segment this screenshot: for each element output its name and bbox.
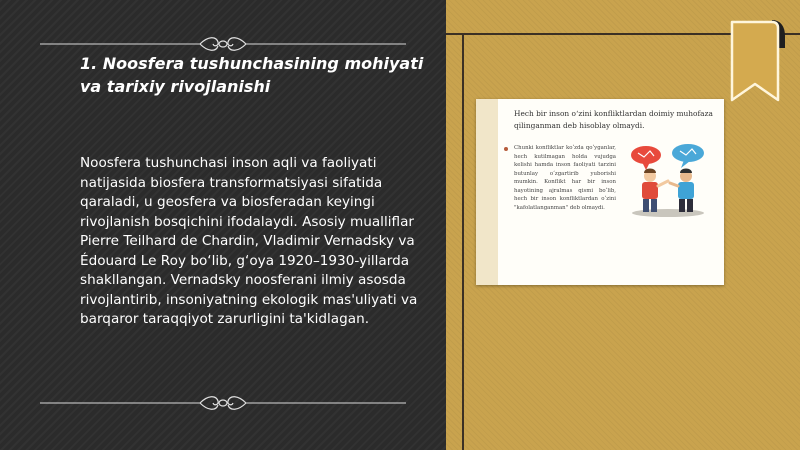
frame-left-line bbox=[462, 33, 464, 450]
card-side-stripe bbox=[476, 99, 498, 285]
bookmark-ribbon-icon bbox=[726, 18, 786, 104]
card-bullet-icon bbox=[504, 147, 508, 151]
arguing-people-illustration bbox=[624, 143, 714, 219]
card-body-text: Chunki konfliktlar ko‘zda qo‘yganlar, hech kutilmagan holda vujudga kelishi hamda inson faoliyati tarzini butunlay o‘zgartirib yuborishi mumkin. Konflikt har bir inson hayotining ajralmas qismi bo‘lib, hech bir inson konfliktlardan o‘zini "kafolatlanganman" deb olmaydi. bbox=[514, 145, 616, 211]
bottom-ornament-divider bbox=[0, 392, 446, 414]
embedded-slide-image bbox=[476, 99, 724, 285]
slide-title: 1. Noosfera tushunchasining mohiyati va tarixiy rivojlanishi bbox=[80, 54, 424, 96]
card-heading: Hech bir inson o‘zini konfliktlardan doimiy muhofaza qilinganman deb hisoblay olmaydi. bbox=[514, 109, 713, 130]
slide-body-text: Noosfera tushunchasi inson aqli va faoliyati natijasida biosfera transformatsiyasi sifatida qaraladi, u geosfera va biosferadan keyingi rivojlanish bosqichini ifodalaydi. Asosiy mualliflar Pierre Teilhard de Chardin, Vladimir Vernadsky va Édouard Le Roy bo‘lib, g‘oya 1920–1930-yillarda shakllangan. Vernadsky noosferani ilmiy asosda rivojlantirib, insoniyatning ekologik mas'uliyati va barqaror taraqqiyot zarurligini ta'kidlagan. bbox=[80, 155, 418, 327]
